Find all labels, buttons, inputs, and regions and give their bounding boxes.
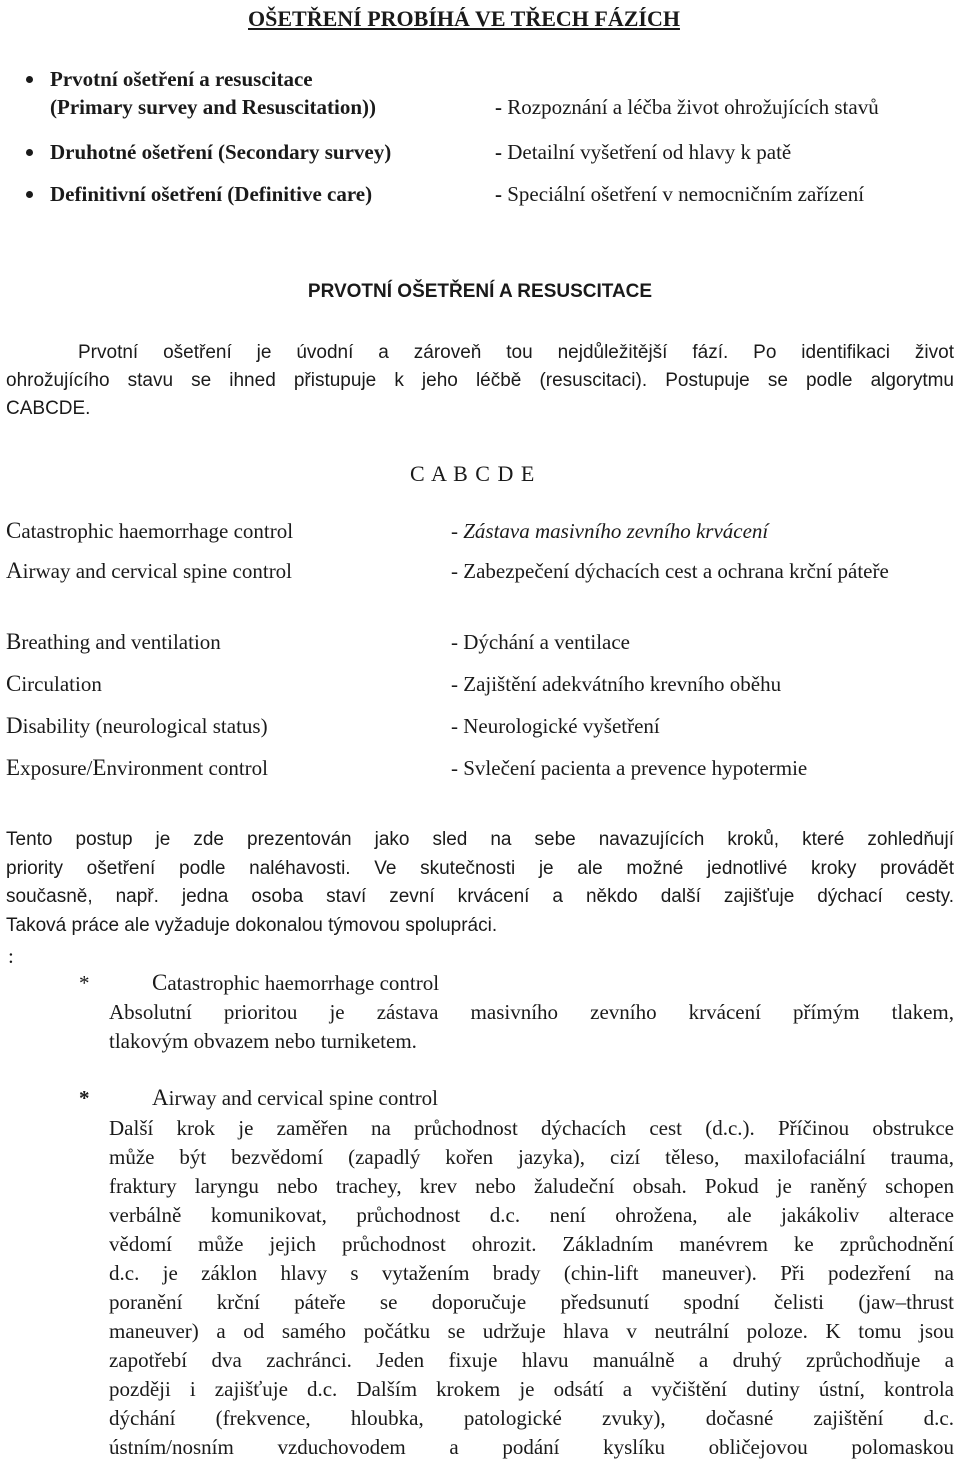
explanation-paragraph: Tento postup je zde prezentován jako sled na sebe navazujících kroků, které zohledňují priority ošetření podle naléhavosti. Ve skutečnosti je ale možné jednotlivé kroky provádět současně, např. jedna osoba staví zevní krvácení a někdo další zajišťuje dýchací cesty. Taková práce ale vyžaduje dokonalou týmovou spolupráci. bbox=[6, 829, 954, 936]
cabcde-heading: C A B C D E bbox=[410, 461, 536, 486]
cabcde-item-label: Exposure/Environment control bbox=[6, 755, 269, 780]
colon-mark: : bbox=[8, 944, 14, 968]
cabcde-item-translation: - Zabezpečení dýchacích cest a ochrana krční páteře bbox=[451, 559, 889, 583]
bullet-icon bbox=[26, 191, 33, 198]
bullet-icon bbox=[26, 149, 33, 156]
phase-name-english: (Primary survey and Resuscitation)) bbox=[50, 95, 377, 119]
subsection-heading-airway: * Airway and cervical spine control bbox=[79, 1085, 439, 1110]
cabcde-item-translation: - Dýchání a ventilace bbox=[451, 630, 630, 654]
phase-description-secondary: - Detailní vyšetření od hlavy k patě bbox=[495, 140, 792, 164]
phase-name: Definitivní ošetření (Definitive care) bbox=[50, 182, 373, 206]
phase-name: Druhotné ošetření (Secondary survey) bbox=[50, 140, 392, 164]
phase-name: Prvotní ošetření a resuscitace bbox=[50, 67, 313, 91]
cabcde-item-label: Breathing and ventilation bbox=[6, 629, 221, 654]
subsection-body-airway: Další krok je zaměřen na průchodnost dýchacích cest (d.c.). Příčinou obstrukce může být bezvědomí (zapadlý kořen jazyka), cizí těleso, maxilofaciální trauma, fraktury laryngu nebo trachey, krev nebo žaludeční obsah. Pokud je raněný schopen verbálně komunikovat, průchodnost d.c. není ohrožena, ale jakákoliv alterace vědomí může jejich průchodnost ohrozit. Základním manévrem ke zprůchodnění d.c. je záklon hlavy s vytažením brady (chin-lift maneuver). Při podezření na poranění krční páteře se doporučuje předsunutí spodní čelisti (jaw–thrust maneuver) a od samého počátku se udržuje hlava v neutrální poloze. K tomu jsou zapotřebí dva zachránci. Jeden fixuje hlavu manuálně a druhý zprůchodňuje a později i zajišťuje d.c. Dalším krokem je odsátí a vyčištění dutiny ústní, kontrola dýchání (frekvence, hloubka, patologické zvuky), dočasné zajištění d.c. ústním/nosním vzduchovodem a podání kyslíku obličejovou polomaskou bbox=[109, 1116, 954, 1459]
subsection-body-catastrophic: Absolutní prioritou je zástava masivního zevního krvácení přímým tlakem, tlakovým obvazem nebo turniketem. bbox=[109, 1000, 954, 1053]
cabcde-item-translation: - Svlečení pacienta a prevence hypotermie bbox=[451, 756, 808, 780]
cabcde-item-translation: - Zajištění adekvátního krevního oběhu bbox=[451, 672, 782, 696]
cabcde-item-translation: - Zástava masivního zevního krvácení bbox=[451, 519, 769, 543]
cabcde-item-label: Circulation bbox=[6, 671, 102, 696]
phase-description-primary: - Rozpoznání a léčba život ohrožujících stavů bbox=[495, 95, 879, 119]
page-title: OŠETŘENÍ PROBÍHÁ VE TŘECH FÁZÍCH bbox=[248, 6, 680, 31]
phase-item-definitive bbox=[50, 180, 372, 208]
section-title: PRVOTNÍ OŠETŘENÍ A RESUSCITACE bbox=[307, 281, 653, 302]
cabcde-item-label: Catastrophic haemorrhage control bbox=[6, 518, 294, 543]
cabcde-item-label: Disability (neurological status) bbox=[6, 713, 268, 738]
cabcde-item-translation: - Neurologické vyšetření bbox=[451, 714, 660, 738]
phase-item-secondary bbox=[50, 138, 391, 166]
phase-description-definitive: - Speciální ošetření v nemocničním zařízení bbox=[495, 182, 865, 206]
phase-item-primary bbox=[50, 65, 376, 121]
subsection-heading-catastrophic: * Catastrophic haemorrhage control bbox=[79, 970, 440, 995]
cabcde-item-label: Airway and cervical spine control bbox=[6, 558, 293, 583]
intro-paragraph: Prvotní ošetření je úvodní a zároveň tou nejdůležitější fází. Po identifikaci život ohrožujícího stavu se ihned přistupuje k jeho léčbě (resuscitaci). Postupuje se podle algorytmu CABCDE. bbox=[6, 342, 954, 419]
bullet-icon bbox=[26, 76, 33, 83]
